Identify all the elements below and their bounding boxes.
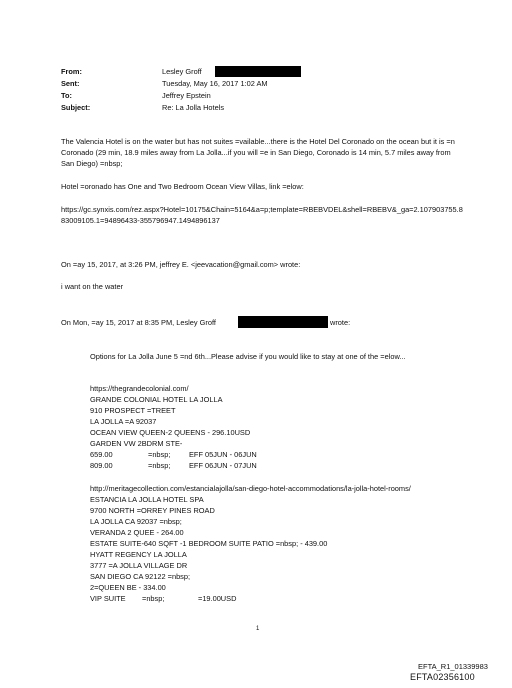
quote-header-wrote: wrote:: [330, 318, 351, 327]
quote-body: i want on the water: [61, 282, 124, 291]
list-item: 2=QUEEN BE - 334.00: [90, 583, 166, 592]
options-line: Options for La Jolla June 5 =nd 6th...Please advise if you would like to stay at one of the =elow...: [90, 352, 406, 361]
list-item: GARDEN VW 2BDRM STE-: [90, 439, 183, 448]
list-item: OCEAN VIEW QUEEN-2 QUEENS - 296.10USD: [90, 428, 251, 437]
list-item: LA JOLLA CA 92037 =nbsp;: [90, 517, 182, 526]
sent-label: Sent:: [61, 79, 80, 88]
list-item: ESTATE SUITE-640 SQFT -1 BEDROOM SUITE PATIO =nbsp; - 439.00: [90, 539, 328, 548]
quote-header: On Mon, =ay 15, 2017 at 8:35 PM, Lesley Groff: [61, 318, 216, 327]
rate-eff: EFF 05JUN - 06JUN: [189, 450, 257, 459]
subject-value: Re: La Jolla Hotels: [162, 103, 225, 112]
vip-price: =19.00USD: [198, 594, 237, 603]
efta-small-id: EFTA_R1_01339983: [418, 662, 488, 671]
body-line: Hotel =oronado has One and Two Bedroom Ocean View Villas, link =elow:: [61, 182, 304, 191]
from-value: Lesley Groff: [162, 67, 202, 76]
redaction-box: [238, 316, 328, 328]
body-line: The Valencia Hotel is on the water but has not suites =vailable...there is the Hotel Del Coronado on the ocean but it is =n: [61, 137, 455, 146]
list-item: 9700 NORTH =ORREY PINES ROAD: [90, 506, 215, 515]
page-number: 1: [256, 626, 260, 632]
rate-nbsp: =nbsp;: [148, 450, 171, 459]
body-line: San Diego) =nbsp;: [61, 159, 123, 168]
vip-label: VIP SUITE: [90, 594, 126, 603]
redaction-box: [215, 66, 301, 77]
list-item: SAN DIEGO CA 92122 =nbsp;: [90, 572, 191, 581]
hotel-link-cont[interactable]: 83009105.1=94896433-355796947.1494896137: [61, 216, 220, 225]
list-item: GRANDE COLONIAL HOTEL LA JOLLA: [90, 395, 223, 404]
list-item: 3777 =A JOLLA VILLAGE DR: [90, 561, 188, 570]
subject-label: Subject:: [61, 103, 91, 112]
list-item: 910 PROSPECT =TREET: [90, 406, 176, 415]
to-label: To:: [61, 91, 72, 100]
list-item: ESTANCIA LA JOLLA HOTEL SPA: [90, 495, 204, 504]
rate-price: 809.00: [90, 461, 113, 470]
body-line: Coronado (29 min, 18.9 miles away from La Jolla...if you will =e in San Diego, Coronado is 14 min, 5.7 miles away from: [61, 148, 451, 157]
hotel-link[interactable]: https://gc.synxis.com/rez.aspx?Hotel=10175&Chain=5164&a=p;template=RBEBVDEL&shell=RBEBV&_ga=2.107903755.8: [61, 205, 463, 214]
to-value: Jeffrey Epstein: [162, 91, 211, 100]
rate-eff: EFF 06JUN - 07JUN: [189, 461, 257, 470]
list-item: HYATT REGENCY LA JOLLA: [90, 550, 187, 559]
quote-header: On =ay 15, 2017, at 3:26 PM, jeffrey E. <jeevacation@gmail.com> wrote:: [61, 260, 301, 269]
sent-value: Tuesday, May 16, 2017 1:02 AM: [162, 79, 268, 88]
efta-large-id: EFTA02356100: [410, 672, 475, 682]
list-item: LA JOLLA =A 92037: [90, 417, 157, 426]
list-item[interactable]: https://thegrandecolonial.com/: [90, 384, 189, 393]
rate-price: 659.00: [90, 450, 113, 459]
list-item: VERANDA 2 QUEE - 264.00: [90, 528, 184, 537]
vip-nbsp: =nbsp;: [142, 594, 165, 603]
rate-nbsp: =nbsp;: [148, 461, 171, 470]
from-label: From:: [61, 67, 82, 76]
list-item[interactable]: http://meritagecollection.com/estancialajolla/san-diego-hotel-accommodations/la-jolla-hotel-rooms/: [90, 484, 411, 493]
